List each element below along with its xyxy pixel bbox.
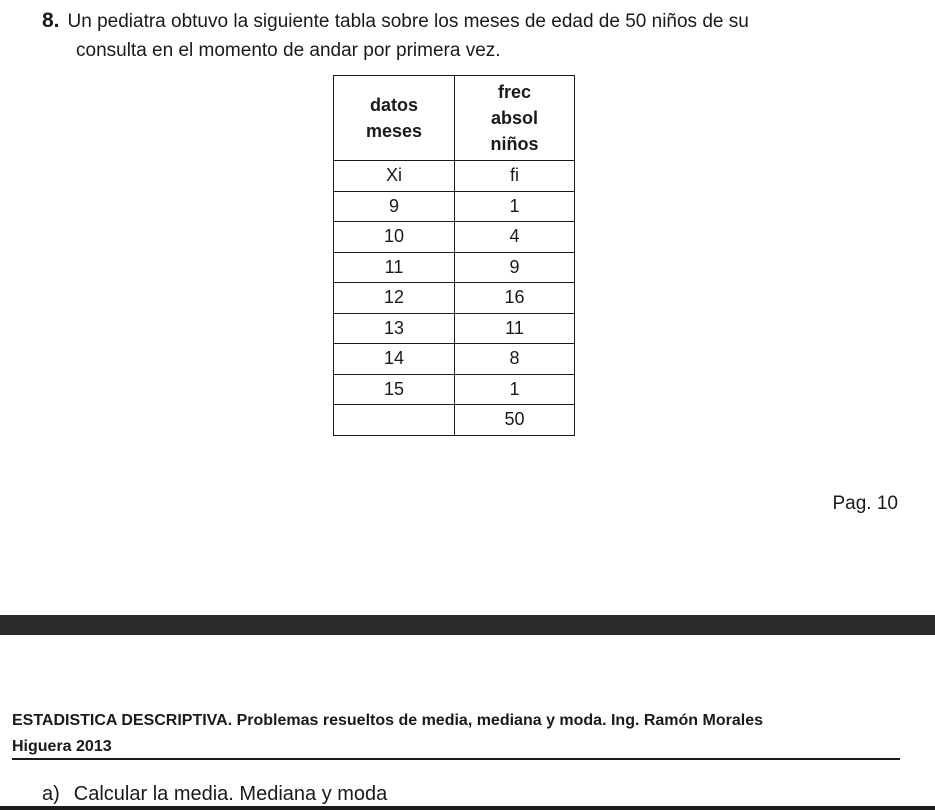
problem-text-line2: consulta en el momento de andar por primera vez. bbox=[76, 40, 501, 61]
table-row bbox=[334, 161, 575, 192]
subquestion-label: a) bbox=[42, 783, 60, 805]
problem-number: 8. bbox=[42, 9, 60, 32]
running-header-line2: Higuera 2013 bbox=[12, 738, 112, 755]
table-total-cell: 50 bbox=[455, 405, 575, 436]
page-break-band bbox=[0, 615, 935, 635]
header-col2-line: frec bbox=[497, 82, 532, 102]
table-cell: 1 bbox=[455, 191, 575, 222]
table-cell: 15 bbox=[334, 374, 455, 405]
table-cell: 1 bbox=[455, 374, 575, 405]
table-row bbox=[334, 283, 575, 314]
table-total-row bbox=[334, 405, 575, 436]
table-cell bbox=[334, 405, 455, 436]
header-col2-line: absol bbox=[490, 108, 538, 128]
running-header bbox=[12, 708, 892, 760]
table-cell: 14 bbox=[334, 344, 455, 375]
table-cell: Xi bbox=[334, 161, 455, 192]
problem-statement bbox=[42, 6, 902, 65]
bottom-divider bbox=[0, 806, 935, 810]
header-divider bbox=[12, 758, 900, 760]
table-row bbox=[334, 222, 575, 253]
header-frec-absol bbox=[455, 76, 575, 161]
table-cell: 13 bbox=[334, 313, 455, 344]
header-col2-line: niños bbox=[490, 134, 539, 154]
table-header-row bbox=[334, 76, 575, 161]
table-cell: 9 bbox=[334, 191, 455, 222]
table-row bbox=[334, 191, 575, 222]
table-cell: 8 bbox=[455, 344, 575, 375]
subquestion bbox=[42, 780, 387, 808]
page-number: Pag. 10 bbox=[832, 493, 898, 514]
table-row bbox=[334, 344, 575, 375]
problem-text-line1: Un pediatra obtuvo la siguiente tabla sobre los meses de edad de 50 niños de su bbox=[67, 11, 749, 32]
table-cell: 11 bbox=[455, 313, 575, 344]
table-cell: fi bbox=[455, 161, 575, 192]
table-cell: 4 bbox=[455, 222, 575, 253]
running-header-line1: ESTADISTICA DESCRIPTIVA. Problemas resueltos de media, mediana y moda. Ing. Ramón Morales bbox=[12, 712, 763, 729]
table-cell: 11 bbox=[334, 252, 455, 283]
table-cell: 12 bbox=[334, 283, 455, 314]
table-cell: 9 bbox=[455, 252, 575, 283]
table-cell: 10 bbox=[334, 222, 455, 253]
frequency-table bbox=[333, 75, 575, 436]
header-col1-line: meses bbox=[365, 121, 423, 141]
table-row bbox=[334, 313, 575, 344]
table-cell: 16 bbox=[455, 283, 575, 314]
header-datos-meses bbox=[334, 76, 455, 161]
header-col1-line: datos bbox=[369, 95, 418, 115]
table-row bbox=[334, 252, 575, 283]
table-row bbox=[334, 374, 575, 405]
subquestion-text: Calcular la media. Mediana y moda bbox=[73, 783, 388, 805]
